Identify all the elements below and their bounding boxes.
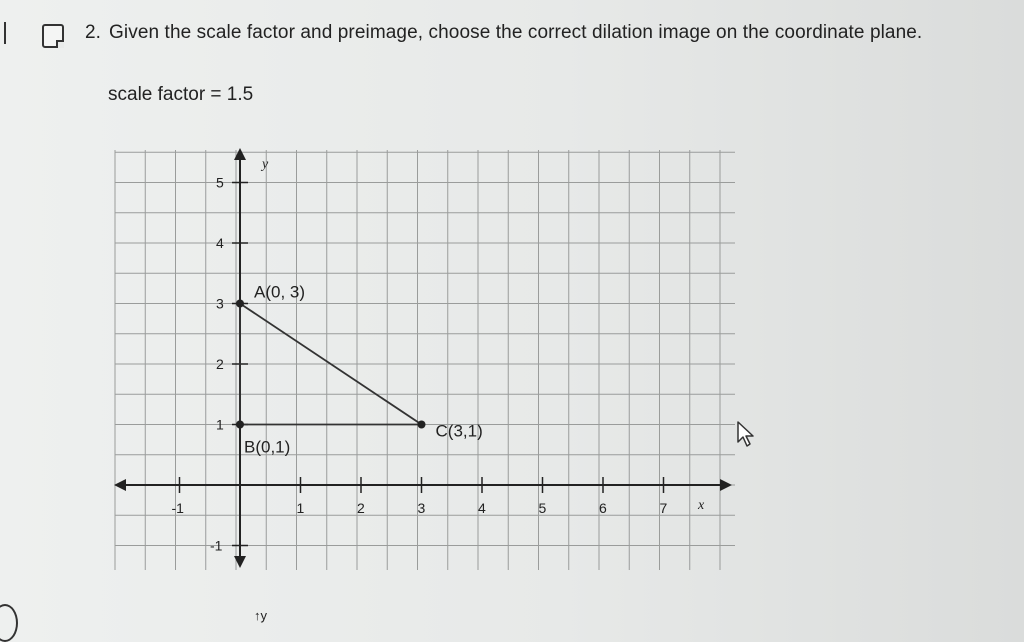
point-label-b: B(0,1) — [244, 437, 291, 457]
y-tick-label: 3 — [216, 295, 224, 312]
point-b — [236, 421, 244, 429]
points — [236, 283, 483, 457]
y-tick-label: 5 — [216, 174, 224, 191]
tick-labels — [172, 157, 706, 554]
x-tick-label: 2 — [357, 500, 365, 516]
x-tick-label: 7 — [659, 500, 668, 516]
y-tick-label: 1 — [216, 416, 224, 433]
x-tick-label: 5 — [538, 500, 547, 516]
point-label-a: A(0, 3) — [254, 282, 306, 302]
x-tick-label: -1 — [171, 500, 184, 516]
y-axis-label: y — [262, 157, 269, 172]
bottom-axis-arrow: ↑y — [254, 608, 267, 623]
x-axis-label: x — [698, 498, 705, 513]
y-tick-label: 4 — [216, 235, 224, 251]
x-axis-arrow-right — [720, 479, 732, 491]
mouse-cursor-icon — [736, 420, 756, 448]
point-a — [236, 300, 244, 308]
question-number: 2. — [85, 22, 102, 43]
question-prompt: Given the scale factor and preimage, choose the correct dilation image on the coordinate plane. — [109, 22, 923, 43]
y-tick-label: 2 — [216, 356, 224, 372]
x-tick-label: 4 — [478, 500, 486, 516]
x-tick-label: 6 — [599, 500, 607, 516]
y-tick-label: -1 — [210, 537, 223, 554]
bottom-axis-label: y — [260, 608, 267, 623]
point-c — [418, 421, 426, 429]
scale-factor-text: scale factor = 1.5 — [108, 84, 254, 105]
x-tick-label: 3 — [417, 500, 426, 516]
x-axis-arrow-left — [114, 479, 126, 491]
point-label-c: C(3,1) — [435, 421, 483, 441]
x-tick-label: 1 — [296, 500, 305, 516]
